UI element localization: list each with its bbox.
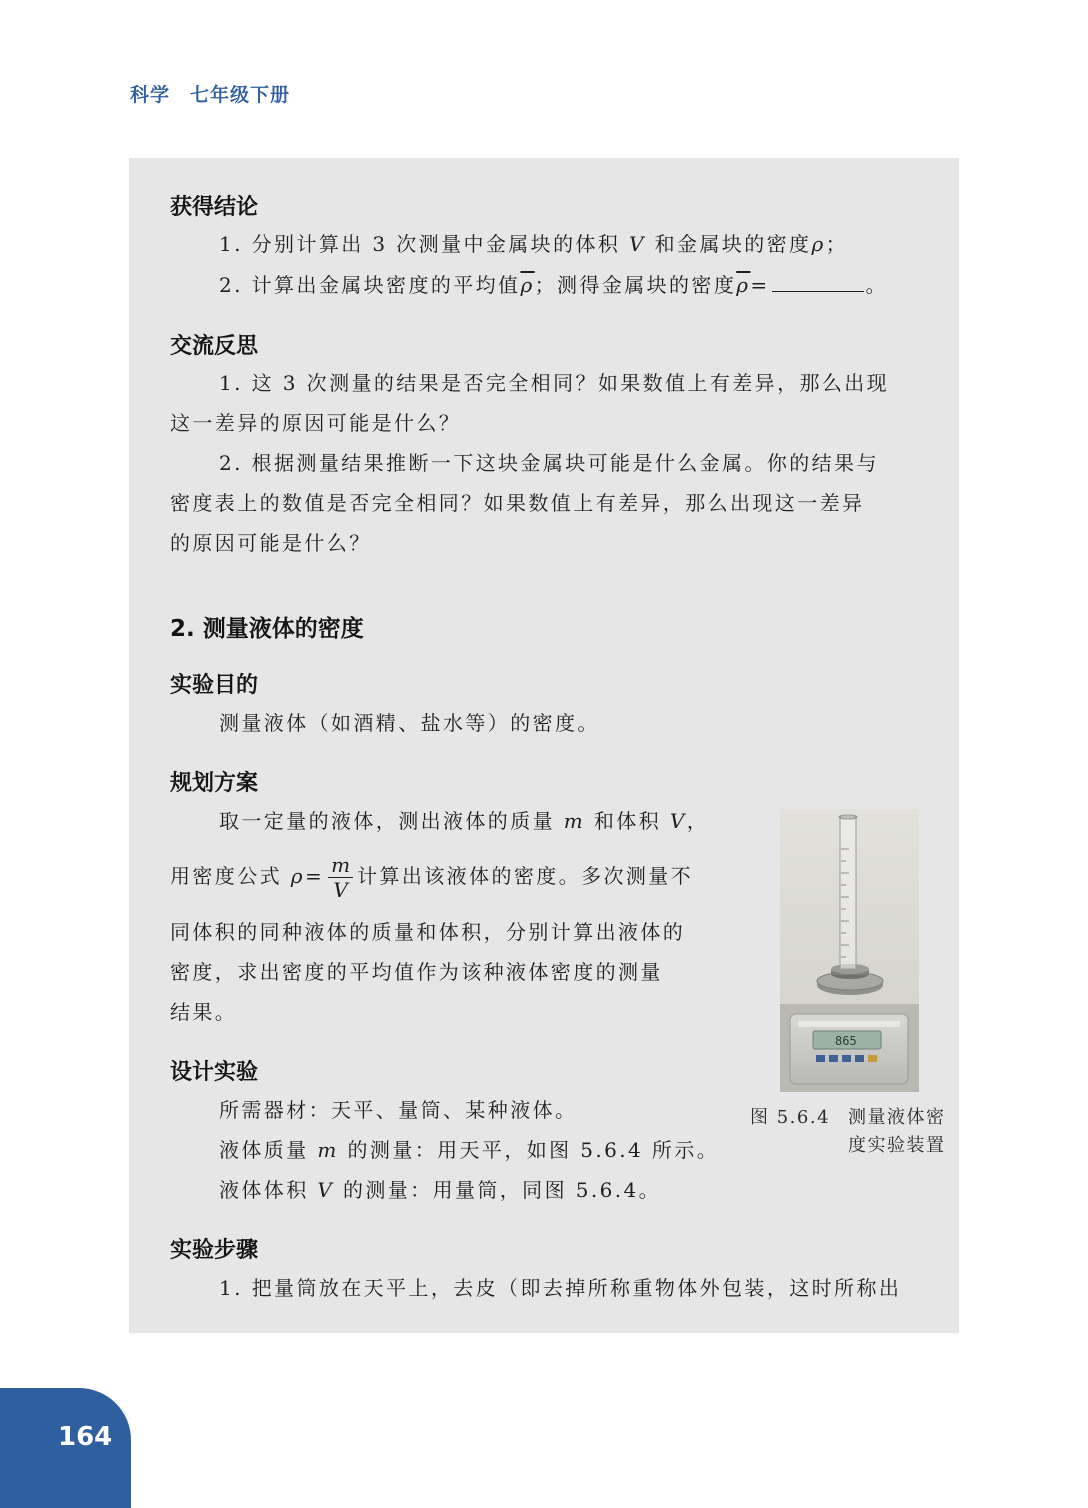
reflection-p1-line2: 这一差异的原因可能是什么？ bbox=[170, 411, 462, 435]
design-heading: 设计实验 bbox=[170, 1060, 259, 1085]
reflection-heading: 交流反思 bbox=[170, 334, 259, 359]
design-line-2: 液体质量 m 的测量：用天平，如图 5.6.4 所示。 bbox=[219, 1138, 720, 1162]
reflection-p1-line1: 1. 这 3 次测量的结果是否完全相同？如果数值上有差异，那么出现 bbox=[219, 371, 890, 395]
reflection-p2-line3: 的原因可能是什么？ bbox=[170, 531, 372, 555]
plan-heading: 规划方案 bbox=[170, 771, 259, 796]
liquid-density-heading: 2. 测量液体的密度 bbox=[170, 616, 364, 642]
page-number: 164 bbox=[58, 1422, 113, 1452]
plan-line-4: 密度，求出密度的平均值作为该种液体密度的测量 bbox=[170, 960, 663, 984]
figure-number: 图 5.6.4 bbox=[750, 1107, 831, 1128]
header-grade: 七年级下册 bbox=[190, 84, 291, 106]
purpose-text: 测量液体（如酒精、盐水等）的密度。 bbox=[219, 711, 600, 735]
density-formula-fraction: $\frac{m}{V}$ bbox=[328, 855, 353, 900]
design-line-1: 所需器材：天平、量筒、某种液体。 bbox=[219, 1098, 578, 1122]
plan-line-3: 同体积的同种液体的质量和体积，分别计算出液体的 bbox=[170, 920, 686, 944]
plan-line-2: 用密度公式 ρ= $\frac{m}{V}$ 计算出该液体的密度。多次测量不 bbox=[170, 853, 694, 902]
header-subject: 科学 bbox=[130, 84, 171, 106]
reflection-p2-line1: 2. 根据测量结果推断一下这块金属块可能是什么金属。你的结果与 bbox=[219, 451, 879, 475]
purpose-heading: 实验目的 bbox=[170, 673, 259, 698]
conclusion-item-2: 2. 计算出金属块密度的平均值$\overline{\rho}$；测得金属块的密度$\overline{\rho}=$ 。 bbox=[219, 273, 888, 297]
reflection-p2-line2: 密度表上的数值是否完全相同？如果数值上有差异，那么出现这一差异 bbox=[170, 491, 865, 515]
steps-heading: 实验步骤 bbox=[170, 1238, 259, 1263]
scale-reading: 865 bbox=[835, 1034, 857, 1048]
answer-blank bbox=[772, 273, 864, 292]
conclusion-heading: 获得结论 bbox=[170, 195, 259, 220]
balance-cylinder-photo bbox=[780, 809, 919, 1092]
running-head bbox=[130, 80, 290, 107]
plan-line-5: 结果。 bbox=[170, 1000, 238, 1024]
content-panel bbox=[129, 158, 959, 1333]
design-line-3: 液体体积 V 的测量：用量筒，同图 5.6.4。 bbox=[219, 1178, 662, 1202]
figure-caption bbox=[750, 1104, 955, 1160]
steps-line-1: 1. 把量筒放在天平上，去皮（即去掉所称重物体外包装，这时所称出 bbox=[219, 1276, 902, 1300]
figure-caption-line-2: 度实验装置 bbox=[848, 1135, 946, 1156]
conclusion-item-1: 1. 分别计算出 3 次测量中金属块的体积 V 和金属块的密度ρ； bbox=[219, 232, 849, 256]
plan-line-1: 取一定量的液体，测出液体的质量 m 和体积 V， bbox=[219, 809, 710, 833]
figure-caption-line-1: 测量液体密 bbox=[848, 1107, 946, 1128]
